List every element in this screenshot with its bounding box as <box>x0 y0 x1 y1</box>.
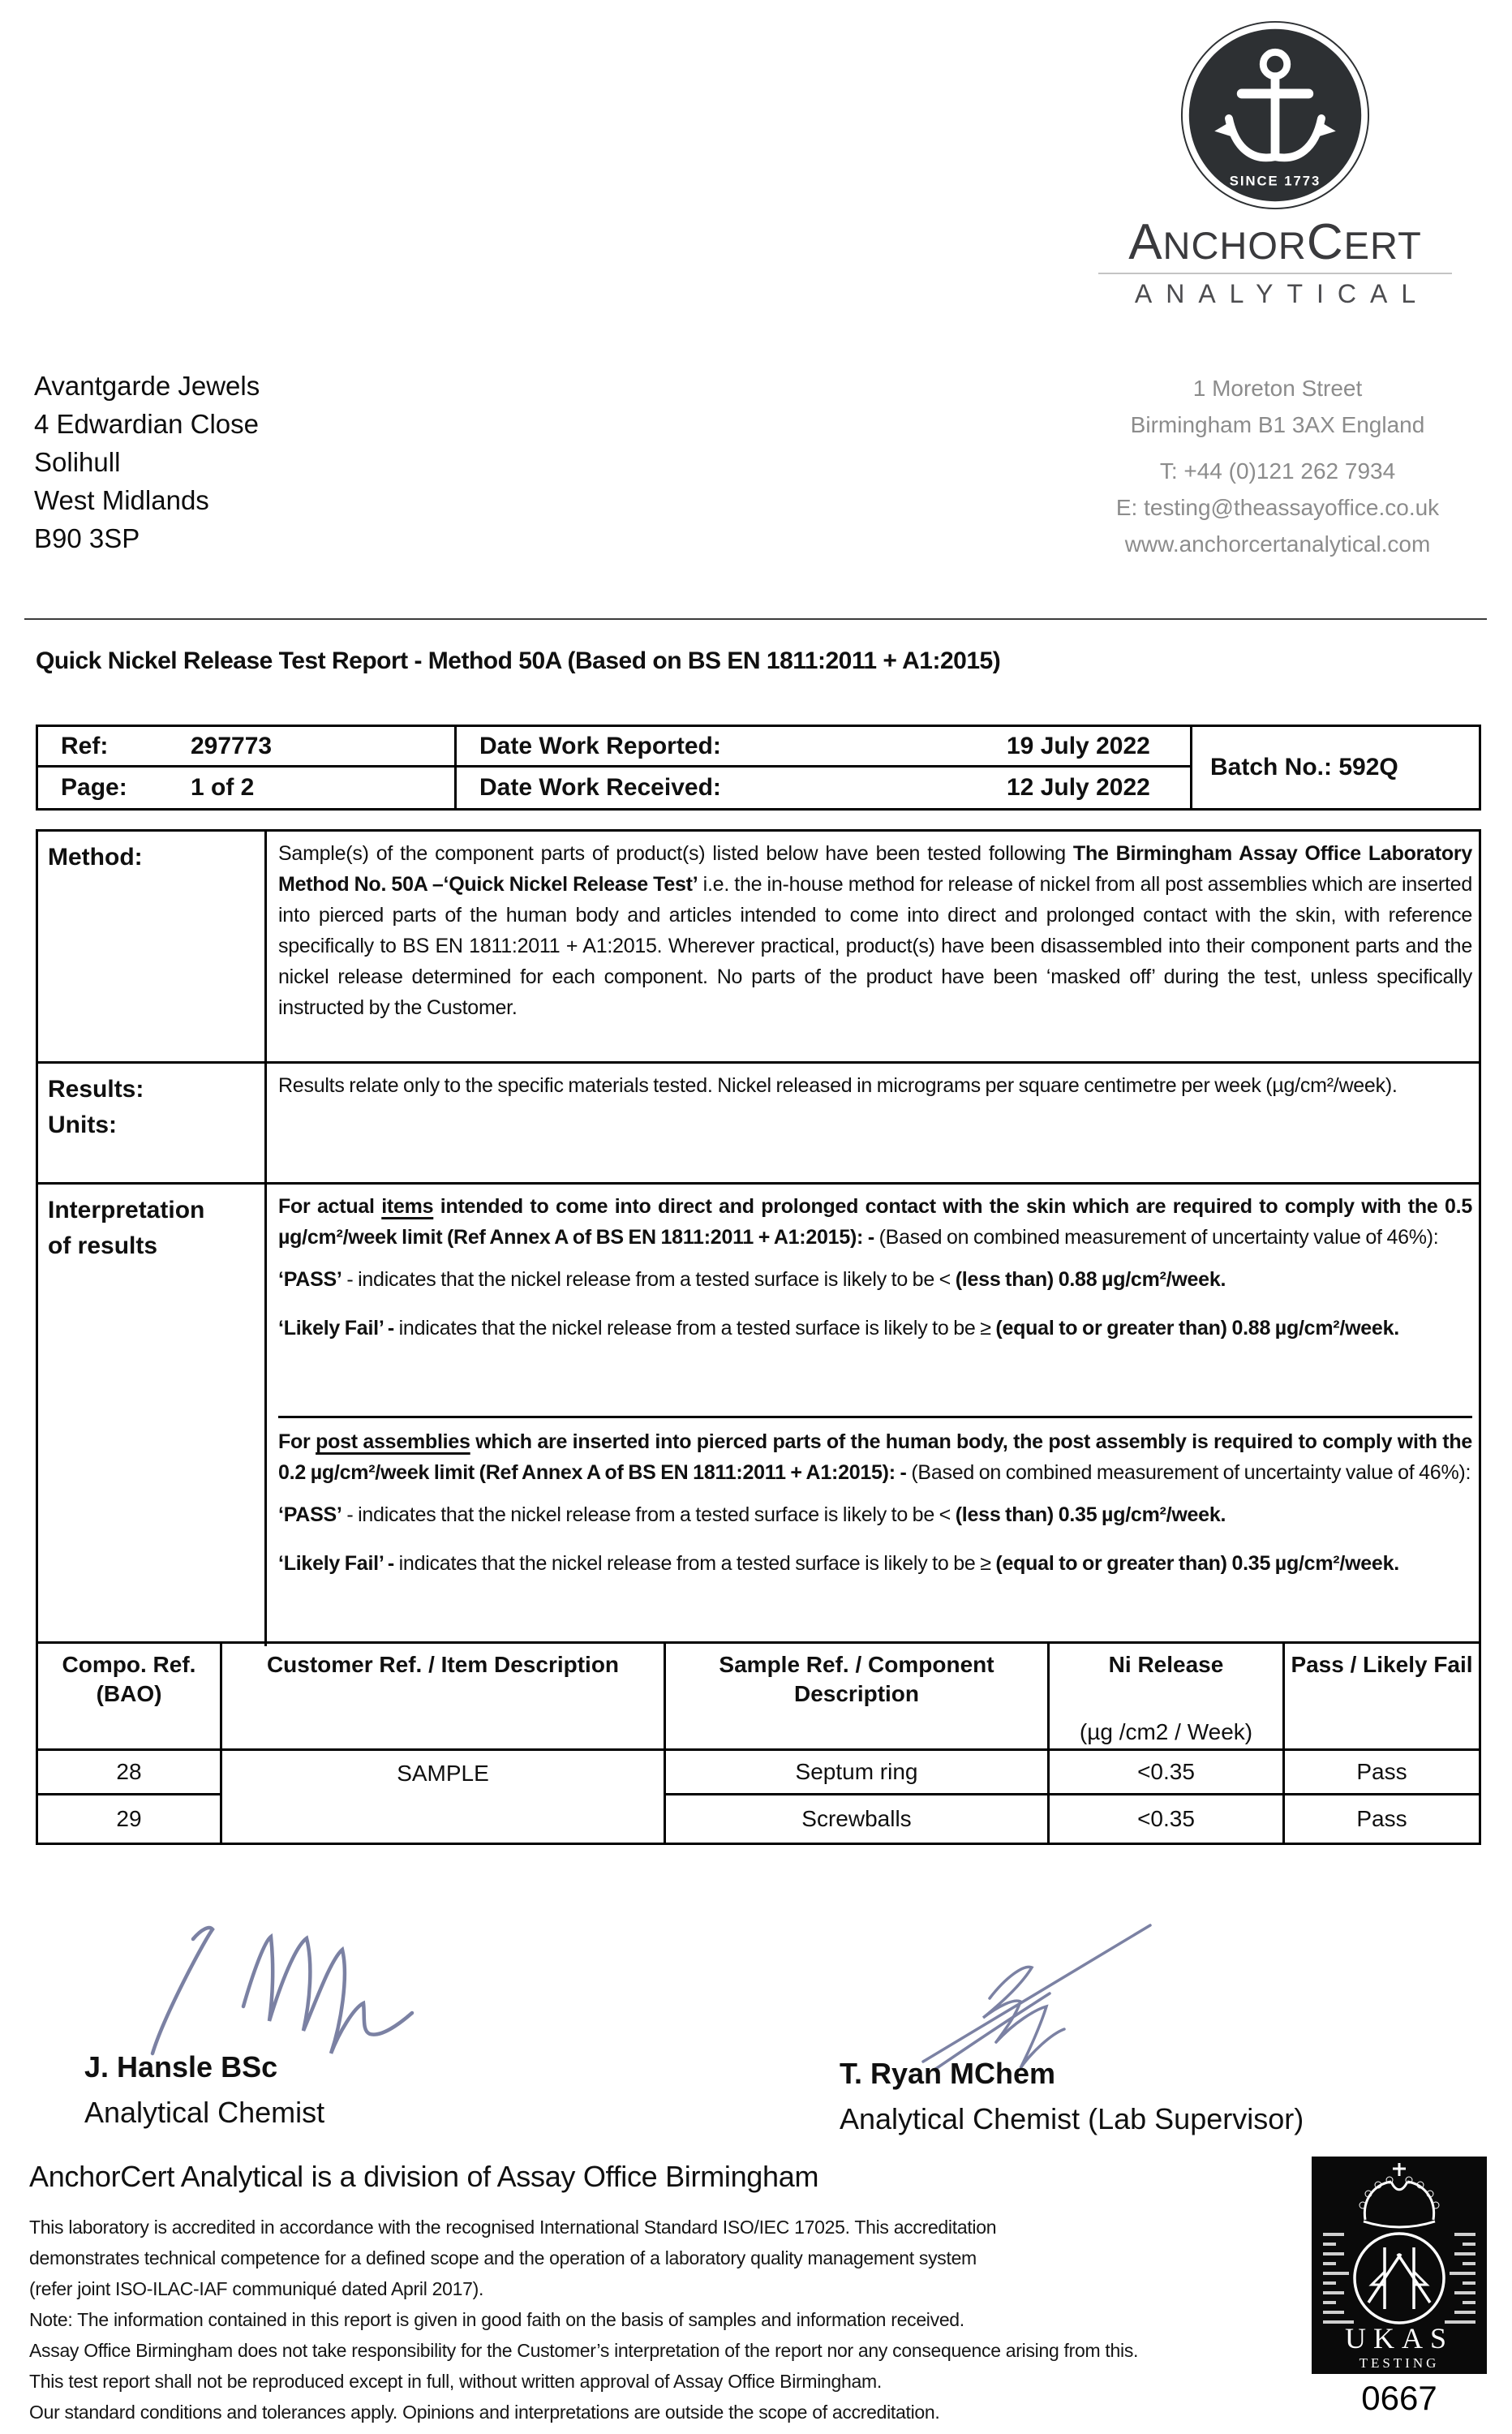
logo-since-text: SINCE 1773 <box>1229 173 1321 189</box>
method-paragraph <box>278 838 1472 1023</box>
footer-line: Our standard conditions and tolerances apply. Opinions and interpretations are outside the scope of accreditation. <box>29 2402 940 2423</box>
batch-value: 592Q <box>1338 754 1398 781</box>
interpretation-row <box>38 1182 1479 1646</box>
fail-definition <box>278 1313 1472 1344</box>
interpretation-label <box>38 1185 267 1646</box>
ref-label: Ref: <box>61 732 109 759</box>
interp-seg: ‘Likely Fail’ - <box>278 1317 394 1340</box>
header-ni-release <box>1047 1644 1282 1751</box>
interp-seg: (less than) 0.88 µg/cm²/week. <box>955 1268 1226 1291</box>
units-label-line: Units: <box>48 1112 117 1138</box>
interp-seg: (less than) 0.35 µg/cm²/week. <box>955 1503 1226 1526</box>
method-row <box>38 832 1479 1061</box>
date-reported-cell <box>457 727 1192 768</box>
lab-contact <box>1087 370 1468 562</box>
page-cell <box>38 768 457 808</box>
customer-address-line: Avantgarde Jewels <box>34 371 260 401</box>
lab-website: www.anchorcertanalytical.com <box>1124 531 1431 557</box>
method-seg: Sample(s) of the component parts of product(s) listed below have been tested following <box>278 842 1073 865</box>
customer-address <box>34 367 260 557</box>
batch-cell <box>1192 727 1479 808</box>
row2-result: Pass <box>1282 1795 1479 1843</box>
header-divider <box>24 618 1487 620</box>
signature-strokes <box>923 1925 1150 2070</box>
page-label: Page: <box>61 774 127 801</box>
signatory-left <box>84 2045 324 2135</box>
row2-compo: 29 <box>116 1806 142 1831</box>
date-reported-value: 19 July 2022 <box>1007 732 1150 759</box>
header-line: (BAO) <box>96 1681 162 1706</box>
interp-intro <box>278 1191 1472 1253</box>
interp-seg: indicates that the nickel release from a tested surface is likely to be ≥ <box>393 1317 996 1340</box>
row2-ni: <0.35 <box>1047 1795 1282 1843</box>
footer-smallprint <box>29 2212 1138 2428</box>
interp-seg: For actual <box>278 1195 382 1218</box>
header-line: Description <box>793 1681 920 1706</box>
interp-intro <box>278 1426 1472 1488</box>
customer-address-line: B90 3SP <box>34 523 140 553</box>
pass-definition <box>278 1499 1472 1530</box>
row2-sample: Screwballs <box>664 1795 1047 1843</box>
interp-seg: ‘PASS’ <box>278 1268 342 1291</box>
customer-address-line: Solihull <box>34 447 121 477</box>
interp-seg: (equal to or greater than) 0.35 µg/cm²/week. <box>995 1552 1399 1575</box>
header-line: Sample Ref. / Component <box>719 1652 994 1677</box>
results-label-line: Results: <box>48 1076 144 1103</box>
signatory-name: J. Hansle BSc <box>84 2050 278 2084</box>
method-seg-bold: The Birmingham Assay Office Laboratory Method No. 50A –‘Quick Nickel Release Test’ <box>278 842 1472 896</box>
header-line: Ni Release <box>1108 1652 1224 1677</box>
header-line: Customer Ref. / Item Description <box>266 1652 620 1677</box>
results-row <box>38 1061 1479 1182</box>
reference-table <box>36 725 1481 811</box>
signatory-name: T. Ryan MChem <box>840 2057 1056 2090</box>
lab-address-line: 1 Moreton Street <box>1192 376 1363 401</box>
signatory-title: Analytical Chemist <box>84 2096 325 2129</box>
date-received-cell <box>457 768 1192 808</box>
interp-seg: - indicates that the nickel release from a tested surface is likely to be < <box>341 1268 956 1291</box>
interp-seg: (Based on combined measurement of uncertainty value of 46%): <box>911 1461 1471 1484</box>
row1-ni: <0.35 <box>1047 1751 1282 1795</box>
header-units: (µg /cm2 / Week) <box>1079 1719 1253 1744</box>
footer-line: Assay Office Birmingham does not take responsibility for the Customer’s interpretation of the report nor any consequence arising from this. <box>29 2340 1139 2361</box>
interp-seg: (Based on combined measurement of uncertainty value of 46%): <box>878 1226 1439 1249</box>
brand-letter: A <box>1128 214 1163 270</box>
footer-line: (refer joint ISO-ILAC-IAF communiqué dated April 2017). <box>29 2278 484 2299</box>
ukas-number: 0667 <box>1361 2379 1437 2417</box>
row1-customer: SAMPLE <box>220 1751 664 1843</box>
header-line: Compo. Ref. <box>62 1652 196 1677</box>
interp-seg: which are inserted into pierced parts of the human body, the post assembly is required to comply with the 0.2 µg/cm²/week limit (Ref Annex A of BS EN 1811:2011 + A1:2015): - <box>278 1430 1472 1484</box>
report-title: Quick Nickel Release Test Report - Method 50A (Based on BS EN 1811:2011 + A1:2015) <box>36 647 1001 674</box>
header-pass-fail <box>1282 1644 1479 1751</box>
footer-line: This test report shall not be reproduced except in full, without written approval of Assay Office Birmingham. <box>29 2371 882 2392</box>
ukas-text: UKAS <box>1344 2322 1454 2354</box>
brand-analytical: ANALYTICAL <box>1134 279 1430 308</box>
header-customer-ref <box>220 1644 664 1751</box>
ukas-testing-logo <box>1312 2157 1487 2376</box>
interp-seg: ‘Likely Fail’ - <box>278 1552 394 1575</box>
date-received-label: Date Work Received: <box>479 774 721 801</box>
customer-address-line: 4 Edwardian Close <box>34 409 259 439</box>
header-sample-ref <box>664 1644 1047 1751</box>
interp-seg-underline: post assemblies <box>316 1430 470 1453</box>
anchorcert-logo <box>1097 19 1454 309</box>
interpretation-label-line: of results <box>48 1232 158 1259</box>
lab-email: E: testing@theassayoffice.co.uk <box>1115 495 1440 520</box>
interp-seg: indicates that the nickel release from a tested surface is likely to be ≥ <box>393 1552 996 1575</box>
components-table <box>36 1641 1481 1845</box>
footer-line: demonstrates technical competence for a defined scope and the operation of a laboratory quality management system <box>29 2247 977 2268</box>
interp-seg: intended to come into direct and prolonged contact with the skin which are required to comply with the 0.5 µg/cm²/week limit (Ref Annex A of BS EN 1811:2011 + A1:2015): - <box>278 1195 1472 1249</box>
fail-definition <box>278 1548 1472 1579</box>
signatory-title: Analytical Chemist (Lab Supervisor) <box>840 2102 1304 2135</box>
interp-seg: - indicates that the nickel release from a tested surface is likely to be < <box>341 1503 956 1526</box>
brand-letter: C <box>1306 214 1344 270</box>
row1-sample: Septum ring <box>664 1751 1047 1795</box>
lab-address-line: Birmingham B1 3AX England <box>1130 412 1425 437</box>
ref-cell <box>38 727 457 768</box>
signature-strokes <box>152 1928 412 2053</box>
interpretation-block-posts <box>278 1418 1472 1636</box>
ref-value: 297773 <box>191 732 273 759</box>
method-seg: i.e. the in-house method for release of nickel from all post assemblies which are inserted into pierced parts of the human body and articles intended to come into direct and prolonged contact with the skin, with reference specifically to BS EN 1811:2011 + A1:2015. Wherever practical, product(s) have been disassembled into their component parts and the nickel release determined for each component. No parts of the product have been ‘masked off’ during the test, unless specifically instructed by the Customer. <box>278 873 1472 1019</box>
results-paragraph: Results relate only to the specific materials tested. Nickel released in micrograms per square centimetre per week (µg/cm²/week). <box>278 1074 1398 1097</box>
anchor-icon <box>1179 19 1371 211</box>
footer-heading: AnchorCert Analytical is a division of Assay Office Birmingham <box>29 2160 819 2193</box>
brand-divider <box>1098 273 1452 274</box>
batch-label: Batch No.: <box>1210 754 1332 781</box>
brand-name <box>1097 214 1454 270</box>
interp-seg-underline: items <box>381 1195 434 1218</box>
footer-line: This laboratory is accredited in accordance with the recognised International Standard ISO/IEC 17025. This accreditation <box>29 2217 997 2238</box>
pass-definition <box>278 1264 1472 1295</box>
interpretation-block-items <box>278 1185 1472 1418</box>
interp-seg: For <box>278 1430 316 1453</box>
interp-seg: (equal to or greater than) 0.88 µg/cm²/week. <box>995 1317 1399 1340</box>
row1-compo: 28 <box>38 1751 220 1795</box>
method-label: Method: <box>38 832 267 1061</box>
interpretation-label-line: Interpretation <box>48 1197 205 1223</box>
brand-letters: ERT <box>1343 224 1422 267</box>
date-reported-label: Date Work Reported: <box>479 732 721 759</box>
lab-phone: T: +44 (0)121 262 7934 <box>1159 458 1396 484</box>
method-text <box>267 832 1479 1061</box>
row1-result: Pass <box>1282 1751 1479 1795</box>
page-value: 1 of 2 <box>191 774 255 801</box>
signatory-right <box>840 2051 1304 2142</box>
brand-letters: NCHOR <box>1162 224 1307 267</box>
interpretation-content <box>267 1185 1479 1646</box>
results-text <box>267 1064 1479 1182</box>
customer-address-line: West Midlands <box>34 485 209 515</box>
method-results-table <box>36 829 1481 1646</box>
date-received-value: 12 July 2022 <box>1007 774 1150 801</box>
ukas-testing-text: TESTING <box>1359 2355 1440 2371</box>
interp-seg: ‘PASS’ <box>278 1503 342 1526</box>
results-label <box>38 1064 267 1182</box>
header-compo-ref <box>38 1644 220 1751</box>
footer-line: Note: The information contained in this report is given in good faith on the basis of samples and information received. <box>29 2309 964 2330</box>
header-line: Pass / Likely Fail <box>1291 1652 1473 1677</box>
